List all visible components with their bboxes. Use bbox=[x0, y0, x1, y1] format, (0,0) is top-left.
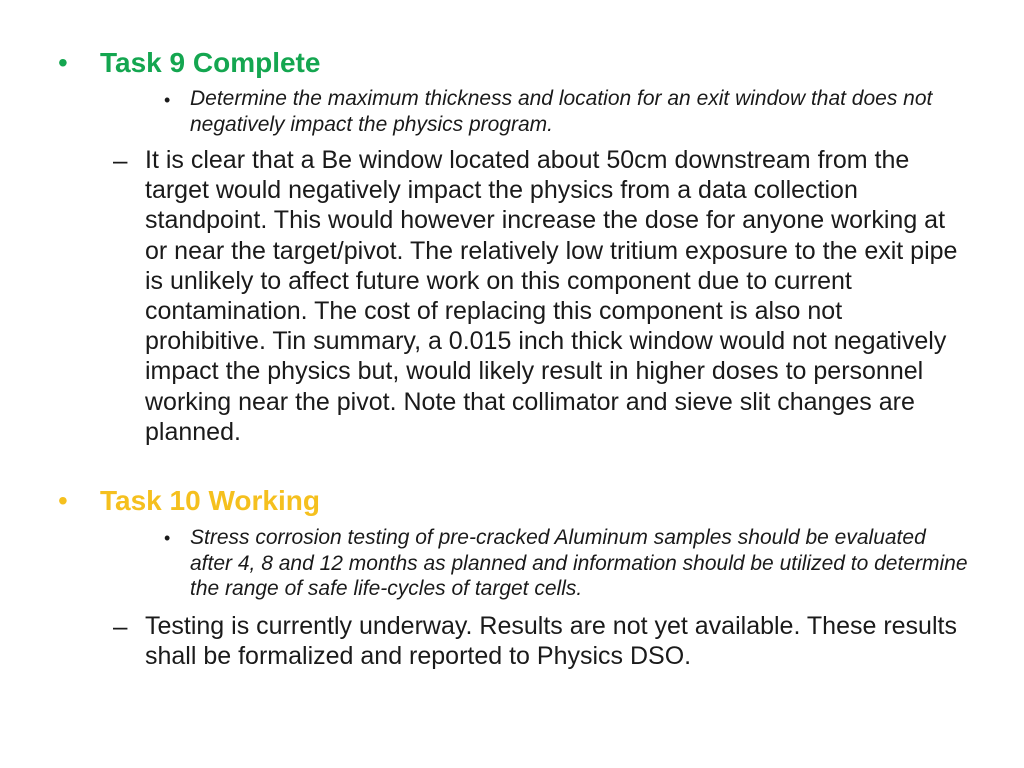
task9-result-dash: – bbox=[113, 145, 128, 175]
task9-result: It is clear that a Be window located about 50cm downstream from the target would negatively impact the physics from a data collection standpoint. This would however increase the dose for anyone working at or near the target/pivot. The relatively low tritium exposure to the exit pipe is unlikely to affect future work on this component due to current contamination. The cost of replacing this component is also not prohibitive. Tin summary, a 0.015 inch thick window would not negatively impact the physics but, would likely result in higher doses to personnel working near the pivot. Note that collimator and sieve slit changes are planned. bbox=[145, 146, 958, 446]
task9-objective: Determine the maximum thickness and location for an exit window that does not negatively impact the physics program. bbox=[190, 87, 933, 136]
task10-title: Task 10 Working bbox=[100, 485, 320, 516]
task10-result: Testing is currently underway. Results are not yet available. These results shall be formalized and reported to Physics DSO. bbox=[145, 612, 957, 671]
task10-objective: Stress corrosion testing of pre-cracked Aluminum samples should be evaluated after 4, 8 and 12 months as planned and information should be utilized to determine the range of safe life-cycles of target cells. bbox=[190, 526, 968, 600]
task10-result-dash: – bbox=[113, 611, 128, 641]
task9-bullet: • bbox=[58, 47, 68, 78]
task10-objective-bullet: • bbox=[164, 528, 171, 548]
task10-bullet: • bbox=[58, 485, 68, 516]
task9-title: Task 9 Complete bbox=[100, 47, 321, 78]
task9-objective-bullet: • bbox=[164, 90, 171, 110]
